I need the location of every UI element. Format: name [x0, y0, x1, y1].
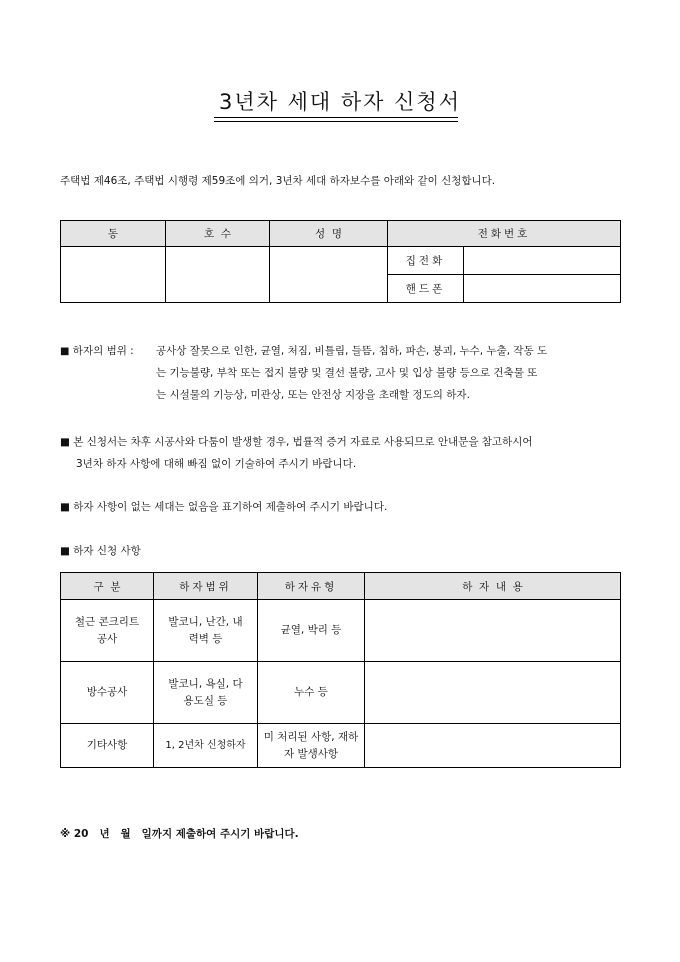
- defect-range-heading: [60, 340, 134, 363]
- row-range: 발코니, 욕실, 다용도실 등: [154, 662, 258, 724]
- header-dong: 동: [61, 221, 166, 247]
- header-content: 하 자 내 용: [365, 573, 621, 600]
- header-name: 성 명: [270, 221, 388, 247]
- header-phone: 전화번호: [388, 221, 621, 247]
- title-underline-top: [214, 117, 458, 118]
- defect-request-table: [60, 572, 621, 768]
- intro-text: 주택법 제46조, 주택법 시행령 제59조에 의거, 3년차 세대 하자보수를 아래와 같이 신청합니다.: [60, 175, 496, 187]
- table-row: [61, 662, 621, 724]
- row-content-field[interactable]: [365, 600, 621, 662]
- home-phone-field[interactable]: [464, 247, 621, 275]
- section-title-text: ■ 하자 신청 사항: [60, 545, 141, 557]
- header-type: 하자유형: [258, 573, 365, 600]
- header-range: 하자범위: [154, 573, 258, 600]
- defect-range-line: 는 시설물의 기능상, 미관상, 또는 안전상 지장을 초래할 정도의 하자.: [156, 389, 470, 401]
- name-field[interactable]: [270, 247, 388, 303]
- row-type: 균열, 박리 등: [258, 600, 365, 662]
- defect-range-line: 공사상 잘못으로 인한, 균열, 처짐, 비틀림, 들뜸, 침하, 파손, 붕괴, 누수, 누출, 작동 도: [156, 345, 548, 357]
- mobile-field[interactable]: [464, 275, 621, 303]
- no-defect-notice: [60, 496, 620, 518]
- row-category: 방수공사: [61, 662, 154, 724]
- row-category: 철근 콘크리트 공사: [61, 600, 154, 662]
- dong-field[interactable]: [61, 247, 166, 303]
- mobile-label: 핸드폰: [388, 275, 464, 303]
- row-range: 1, 2년차 신청하자: [154, 724, 258, 768]
- submission-deadline: ※ 20 년 월 일까지 제출하여 주시기 바랍니다.: [60, 828, 299, 840]
- evidence-notice: [60, 431, 620, 475]
- document-title: 3년차 세대 하자 신청서: [219, 90, 461, 114]
- row-content-field[interactable]: [365, 662, 621, 724]
- row-type: 미 처리된 사항, 재하자 발생사항: [258, 724, 365, 768]
- evidence-notice-line: 3년차 하자 사항에 대해 빠짐 없이 기술하여 주시기 바랍니다.: [76, 458, 357, 470]
- table-row: [61, 600, 621, 662]
- applicant-info-table: [60, 220, 621, 303]
- section-title: [60, 540, 620, 562]
- row-range: 발코니, 난간, 내력벽 등: [154, 600, 258, 662]
- defect-range-label: 하자의 범위 :: [72, 345, 134, 357]
- header-category: 구 분: [61, 573, 154, 600]
- header-ho: 호 수: [166, 221, 270, 247]
- table-row: [61, 724, 621, 768]
- defect-range-line: 는 기능불량, 부착 또는 접지 불량 및 결선 불량, 고사 및 입상 불량 등으로 건축물 또: [156, 367, 538, 379]
- defect-range-description: [156, 340, 620, 406]
- row-category: 기타사항: [61, 724, 154, 768]
- ho-field[interactable]: [166, 247, 270, 303]
- title-underline-bottom: [214, 121, 458, 122]
- home-phone-label: 집전화: [388, 247, 464, 275]
- evidence-notice-line: ■ 본 신청서는 차후 시공사와 다툼이 발생할 경우, 법률적 증거 자료로 사용되므로 안내문을 참고하시어: [60, 436, 533, 448]
- no-defect-notice-text: ■ 하자 사항이 없는 세대는 없음을 표기하여 제출하여 주시기 바랍니다.: [60, 501, 388, 513]
- bullet-square-icon: ■: [60, 346, 70, 357]
- row-type: 누수 등: [258, 662, 365, 724]
- row-content-field[interactable]: [365, 724, 621, 768]
